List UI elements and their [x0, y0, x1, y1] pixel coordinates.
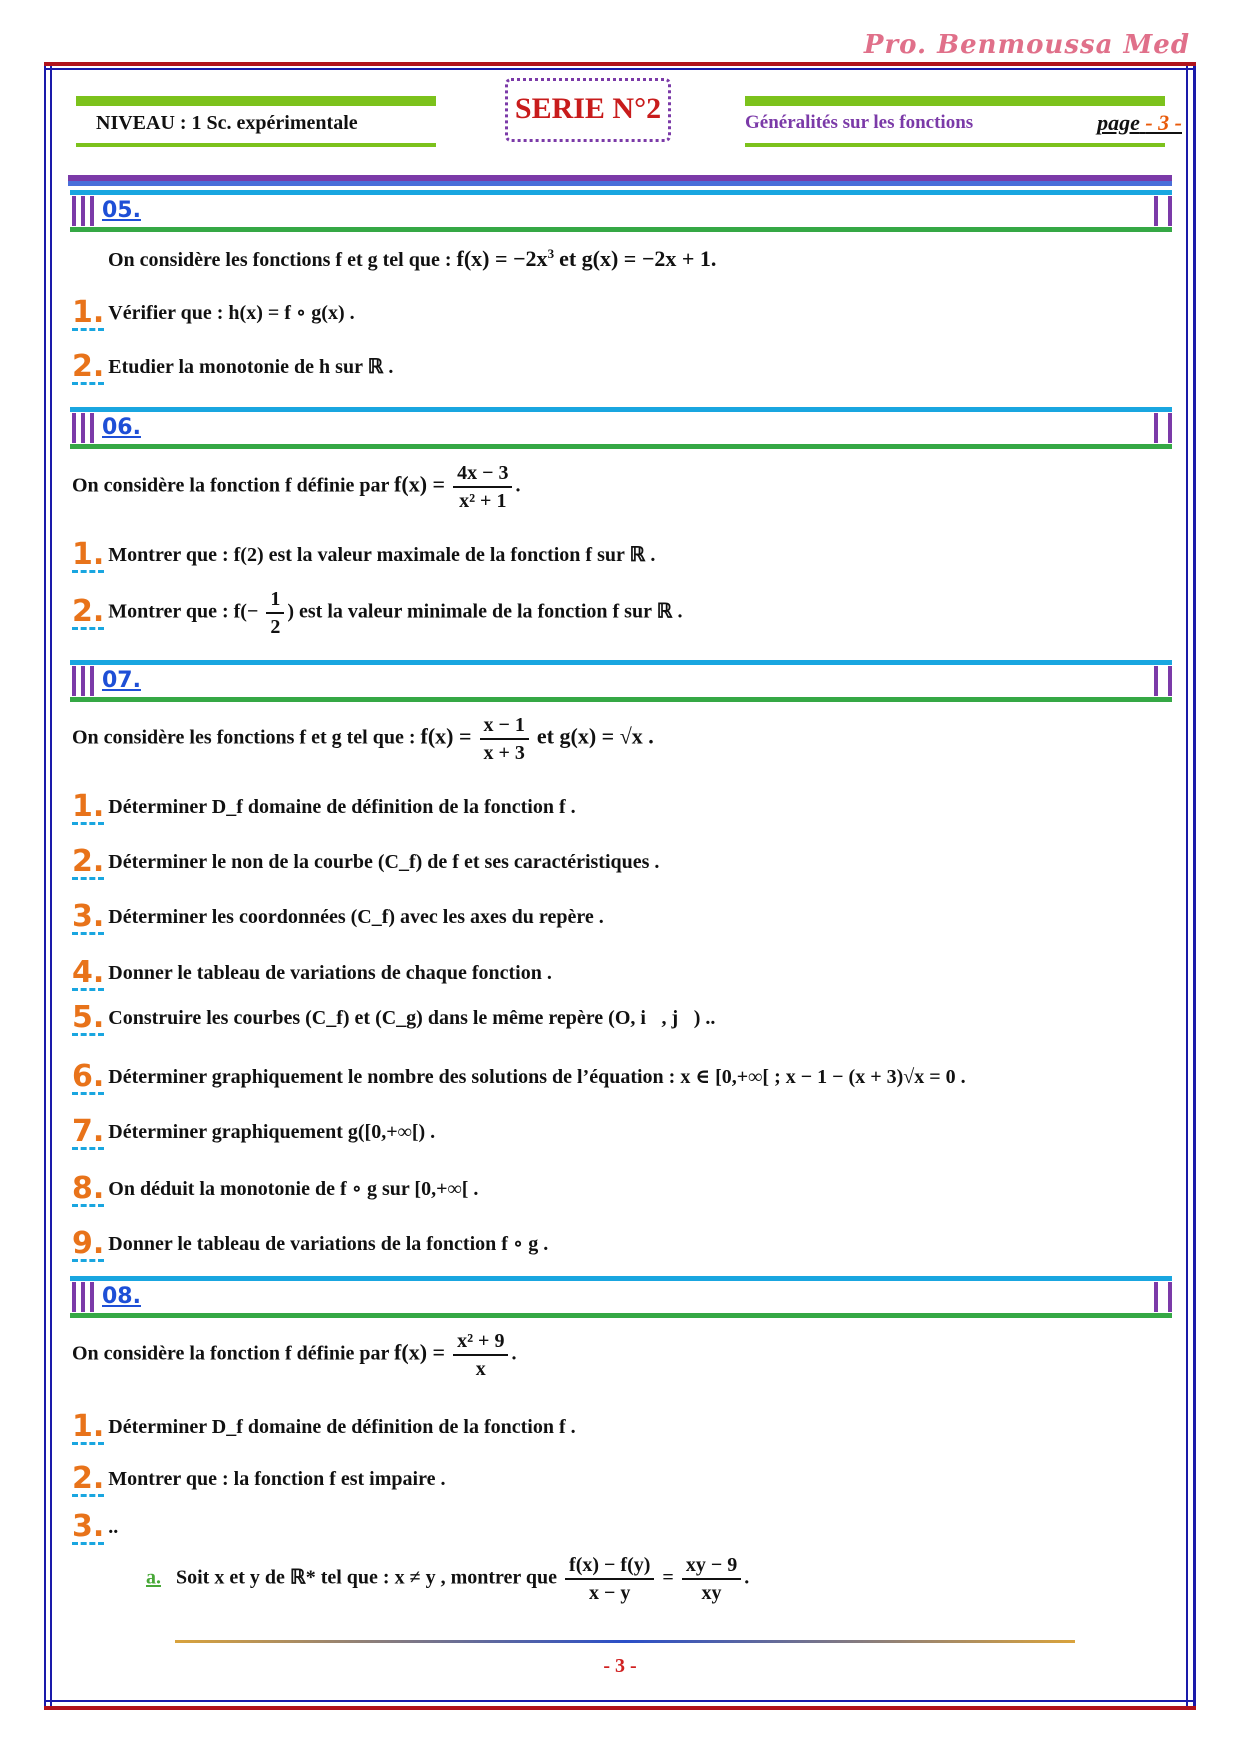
serie-title: SERIE N°2 — [505, 78, 671, 142]
fraction: $\frac{\text{x² + 9}}{x}$ — [453, 1328, 508, 1382]
fraction: $\frac{4x - 3}{\text{x² + 1}}$ — [453, 460, 512, 514]
header-line-left — [76, 143, 436, 147]
exercise-number: 05. — [102, 198, 141, 223]
ex06-intro: On considère la fonction f définie par f(x) = $\frac{4x - 3}{\text{x² + 1}}$ . — [72, 462, 521, 512]
exercise-number: 06. — [102, 415, 141, 440]
fraction: $\frac{x - 1}{x + 3}$ — [480, 712, 529, 766]
frame-top-border-inner — [44, 68, 1196, 70]
ex08-question-1: 1. Déterminer D_f domaine de définition de la fonction f . — [72, 1409, 576, 1444]
exercise-05-header — [70, 190, 1172, 232]
frame-left-border-inner — [50, 66, 52, 1706]
ex05-question-2: 2. Etudier la monotonie de h sur ℝ . — [72, 349, 394, 384]
exercise-07-header — [70, 660, 1172, 702]
footer-page-number: - 3 - — [603, 1655, 637, 1677]
topic-label: Généralités sur les fonctions — [745, 112, 974, 133]
exercise-number: 08. — [102, 1284, 141, 1309]
ex07-question-5: 5. Construire les courbes (C_f) et (C_g) dans le même repère (O, i⃗, j⃗) .. — [72, 1000, 716, 1035]
ex07-intro: On considère les fonctions f et g tel que : f(x) = $\frac{x - 1}{x + 3}$ et g(x) = √x . — [72, 714, 654, 764]
ex05-question-1: 1. Vérifier que : h(x) = f ∘ g(x) . — [72, 295, 355, 330]
ex07-question-4: 4. Donner le tableau de variations de chaque fonction . — [72, 955, 552, 990]
fraction: $\frac{f(x) - f(y)}{x - y}$ — [565, 1552, 654, 1606]
frame-left-border — [44, 66, 46, 1706]
ex08-question-3: 3. .. — [72, 1509, 119, 1544]
ex07-question-1: 1. Déterminer D_f domaine de définition de la fonction f . — [72, 789, 576, 824]
frame-top-border — [44, 62, 1196, 66]
ex08-intro: On considère la fonction f définie par f(x) = $\frac{\text{x² + 9}}{x}$ . — [72, 1330, 517, 1380]
header-bar-right — [745, 96, 1165, 106]
author-signature: Pro. Benmoussa Med — [863, 30, 1190, 60]
ex07-question-8: 8. On déduit la monotonie de f ∘ g sur [0,+∞[ . — [72, 1171, 479, 1206]
exercise-06-header — [70, 407, 1172, 449]
fraction: $\frac{1}{2}$ — [266, 586, 284, 640]
ex06-question-2: 2. Montrer que : f(− $\frac{1}{2}$ ) est la valeur minimale de la fonction f sur ℝ . — [72, 588, 683, 638]
fraction: $\frac{xy - 9}{xy}$ — [682, 1552, 741, 1606]
ex07-question-3: 3. Déterminer les coordonnées (C_f) avec les axes du repère . — [72, 899, 604, 934]
frame-right-border — [1193, 66, 1196, 1706]
header-bar-left — [76, 96, 436, 106]
ex07-question-9: 9. Donner le tableau de variations de la fonction f ∘ g . — [72, 1226, 549, 1261]
frame-right-border-inner — [1186, 66, 1188, 1706]
frame-bottom-border-inner — [44, 1700, 1196, 1702]
ex06-question-1: 1. Montrer que : f(2) est la valeur maximale de la fonction f sur ℝ . — [72, 537, 656, 572]
ex07-question-7: 7. Déterminer graphiquement g([0,+∞[) . — [72, 1114, 436, 1149]
header-divider-blue — [68, 181, 1172, 186]
header-line-right — [745, 143, 1165, 147]
exercise-number: 07. — [102, 668, 141, 693]
ex08-question-3a: a. Soit x et y de ℝ* tel que : x ≠ y , montrer que $\frac{f(x) - f(y)}{x - y}$ = $\frac{xy - 9}{xy}$ . — [146, 1554, 750, 1604]
ex08-question-2: 2. Montrer que : la fonction f est impaire . — [72, 1461, 446, 1496]
ex05-intro: On considère les fonctions f et g tel que : $f(x) = -2x^3$ et g(x) = −2x + 1. — [108, 246, 717, 271]
niveau-label: NIVEAU : 1 Sc. expérimentale — [96, 112, 358, 134]
exercise-08-header — [70, 1276, 1172, 1318]
footer-divider — [175, 1640, 1075, 1643]
frame-bottom-border — [44, 1706, 1196, 1710]
page-label: page - 3 - — [1097, 110, 1182, 135]
ex07-question-2: 2. Déterminer le non de la courbe (C_f) de f et ses caractéristiques . — [72, 844, 660, 879]
ex07-question-6: 6. Déterminer graphiquement le nombre des solutions de l’équation : x ∈ [0,+∞[ ; x − 1 − (x + 3)√x = 0 . — [72, 1059, 966, 1094]
